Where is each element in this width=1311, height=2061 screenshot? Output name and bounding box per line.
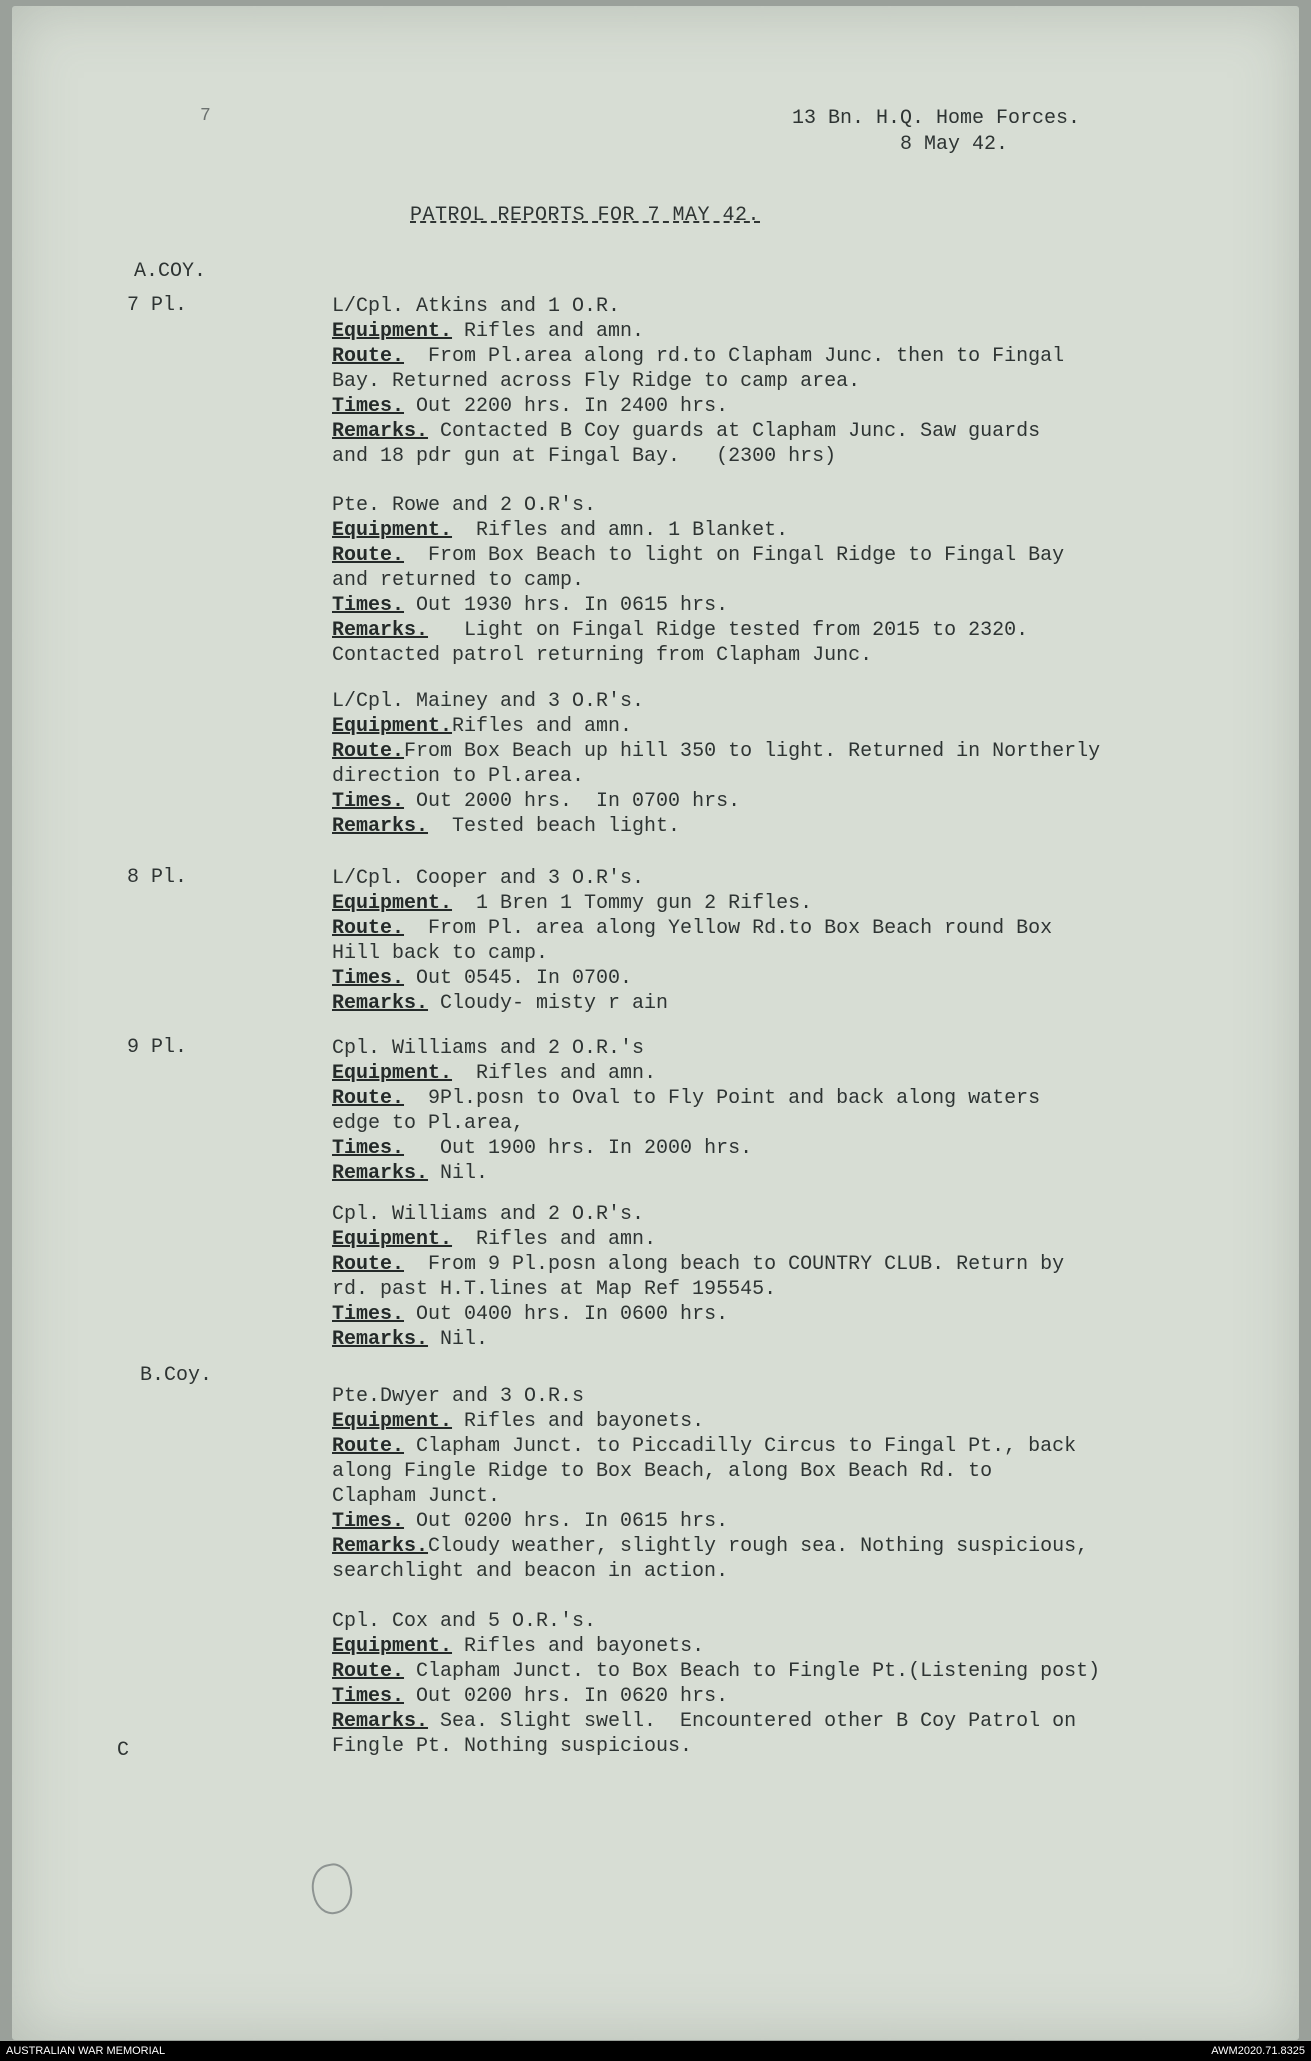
field-value: along Fingle Ridge to Box Beach, along Box Beach Rd. to bbox=[332, 1460, 993, 1483]
patrol-line bbox=[332, 369, 1292, 394]
patrol-entry bbox=[332, 689, 1292, 839]
patrol-line bbox=[332, 444, 1292, 469]
patrol-line bbox=[332, 941, 1292, 966]
patrol-line bbox=[332, 1136, 1292, 1161]
patrol-line bbox=[332, 1509, 1292, 1534]
field-label: Times. bbox=[332, 1137, 405, 1160]
field-label: Times. bbox=[332, 594, 405, 617]
field-label: Times. bbox=[332, 790, 405, 813]
field-label: Times. bbox=[332, 967, 405, 990]
field-value: From Box Beach to light on Fingal Ridge to Fingal Bay bbox=[404, 544, 1065, 567]
patrol-line bbox=[332, 1227, 1292, 1252]
company-label-c: C bbox=[117, 1739, 130, 1762]
patrol-entry bbox=[332, 866, 1292, 1016]
field-value: Out 0400 hrs. In 0600 hrs. bbox=[404, 1303, 729, 1326]
field-label: Equipment. bbox=[332, 1410, 453, 1433]
footer-reference: AWM2020.71.8325 bbox=[1211, 2045, 1305, 2057]
patrol-line bbox=[332, 1659, 1292, 1684]
patrol-line bbox=[332, 1061, 1292, 1086]
patrol-line bbox=[332, 1634, 1292, 1659]
field-value: Cloudy weather, slightly rough sea. Nothing suspicious, bbox=[428, 1535, 1089, 1558]
patrol-line bbox=[332, 1086, 1292, 1111]
patrol-entry bbox=[332, 1384, 1292, 1584]
field-value: From Pl. area along Yellow Rd.to Box Beach round Box bbox=[404, 917, 1053, 940]
field-label: Equipment. bbox=[332, 519, 453, 542]
page-title: PATROL REPORTS FOR 7 MAY 42. bbox=[410, 204, 761, 227]
company-label-b: B.Coy. bbox=[140, 1364, 213, 1387]
field-value: rd. past H.T.lines at Map Ref 195545. bbox=[332, 1278, 777, 1301]
field-label: Remarks. bbox=[332, 1162, 429, 1185]
platoon-label-8: 8 Pl. bbox=[127, 866, 188, 889]
patrol-entry bbox=[332, 294, 1292, 469]
patrol-line bbox=[332, 344, 1292, 369]
field-label: Route. bbox=[332, 345, 405, 368]
field-value: and 18 pdr gun at Fingal Bay. (2300 hrs) bbox=[332, 445, 837, 468]
field-value: Out 0200 hrs. In 0615 hrs. bbox=[404, 1510, 729, 1533]
field-label: Route. bbox=[332, 1435, 405, 1458]
field-value: edge to Pl.area, bbox=[332, 1112, 525, 1135]
field-value: Bay. Returned across Fly Ridge to camp area. bbox=[332, 370, 861, 393]
field-label: Equipment. bbox=[332, 715, 453, 738]
field-value: From 9 Pl.posn along beach to COUNTRY CLUB. Return by bbox=[404, 1253, 1065, 1276]
patrol-leader: L/Cpl. Cooper and 3 O.R's. bbox=[332, 867, 645, 890]
field-label: Route. bbox=[332, 544, 405, 567]
patrol-line bbox=[332, 891, 1292, 916]
patrol-line bbox=[332, 319, 1292, 344]
patrol-line bbox=[332, 1252, 1292, 1277]
field-value: Out 1900 hrs. In 2000 hrs. bbox=[404, 1137, 753, 1160]
patrol-line bbox=[332, 1327, 1292, 1352]
patrol-entry bbox=[332, 1036, 1292, 1186]
field-label: Times. bbox=[332, 1685, 405, 1708]
company-label-a: A.COY. bbox=[134, 260, 207, 283]
patrol-line bbox=[332, 814, 1292, 839]
field-label: Remarks. bbox=[332, 992, 429, 1015]
patrol-line bbox=[332, 1302, 1292, 1327]
field-label: Route. bbox=[332, 1660, 405, 1683]
field-value: and returned to camp. bbox=[332, 569, 585, 592]
footer-institution: AUSTRALIAN WAR MEMORIAL bbox=[6, 2045, 166, 2057]
field-value: Clapham Junct. to Piccadilly Circus to Fingal Pt., back bbox=[404, 1435, 1077, 1458]
patrol-line bbox=[332, 394, 1292, 419]
platoon-label-7: 7 Pl. bbox=[127, 294, 188, 317]
patrol-line bbox=[332, 789, 1292, 814]
patrol-line bbox=[332, 593, 1292, 618]
patrol-leader: L/Cpl. Atkins and 1 O.R. bbox=[332, 295, 621, 318]
field-value: Out 1930 hrs. In 0615 hrs. bbox=[404, 594, 729, 617]
patrol-line bbox=[332, 518, 1292, 543]
field-value: 9Pl.posn to Oval to Fly Point and back along waters bbox=[404, 1087, 1041, 1110]
header-unit: 13 Bn. H.Q. Home Forces. bbox=[792, 107, 1081, 130]
field-value: 1 Bren 1 Tommy gun 2 Rifles. bbox=[452, 892, 813, 915]
field-value: Rifles and bayonets. bbox=[452, 1635, 705, 1658]
field-value: Nil. bbox=[428, 1162, 489, 1185]
patrol-leader: Cpl. Williams and 2 O.R's. bbox=[332, 1203, 645, 1226]
patrol-line bbox=[332, 1484, 1292, 1509]
field-value: Rifles and amn. bbox=[452, 320, 645, 343]
field-value: Rifles and amn. bbox=[452, 1062, 657, 1085]
patrol-entry bbox=[332, 1609, 1292, 1759]
field-value: searchlight and beacon in action. bbox=[332, 1560, 729, 1583]
field-value: Sea. Slight swell. Encountered other B Coy Patrol on bbox=[428, 1710, 1077, 1733]
field-label: Remarks. bbox=[332, 1710, 429, 1733]
patrol-line bbox=[332, 739, 1292, 764]
field-value: From Pl.area along rd.to Clapham Junc. then to Fingal bbox=[404, 345, 1065, 368]
field-label: Remarks. bbox=[332, 420, 429, 443]
field-value: Contacted B Coy guards at Clapham Junc. Saw guards bbox=[428, 420, 1041, 443]
patrol-line bbox=[332, 643, 1292, 668]
field-label: Equipment. bbox=[332, 892, 453, 915]
corner-mark: 7 bbox=[200, 106, 211, 126]
field-value: Light on Fingal Ridge tested from 2015 to 2320. bbox=[428, 619, 1029, 642]
header-date: 8 May 42. bbox=[900, 133, 1009, 156]
field-label: Times. bbox=[332, 1510, 405, 1533]
field-label: Remarks. bbox=[332, 1535, 429, 1558]
platoon-label-9: 9 Pl. bbox=[127, 1036, 188, 1059]
field-value: Out 0545. In 0700. bbox=[404, 967, 633, 990]
patrol-leader: Cpl. Williams and 2 O.R.'s bbox=[332, 1037, 645, 1060]
field-label: Times. bbox=[332, 1303, 405, 1326]
patrol-leader: Cpl. Cox and 5 O.R.'s. bbox=[332, 1610, 597, 1633]
patrol-entry bbox=[332, 493, 1292, 668]
patrol-entry bbox=[332, 1202, 1292, 1352]
field-label: Route. bbox=[332, 1087, 405, 1110]
patrol-line bbox=[332, 1161, 1292, 1186]
field-label: Equipment. bbox=[332, 320, 453, 343]
patrol-line bbox=[332, 1277, 1292, 1302]
patrol-line bbox=[332, 764, 1292, 789]
patrol-line bbox=[332, 991, 1292, 1016]
field-value: Out 0200 hrs. In 0620 hrs. bbox=[404, 1685, 729, 1708]
field-value: direction to Pl.area. bbox=[332, 765, 585, 788]
patrol-line bbox=[332, 1534, 1292, 1559]
field-value: Out 2200 hrs. In 2400 hrs. bbox=[404, 395, 729, 418]
field-label: Remarks. bbox=[332, 1328, 429, 1351]
field-value: Clapham Junct. bbox=[332, 1485, 501, 1508]
field-value: Clapham Junct. to Box Beach to Fingle Pt.(Listening post) bbox=[404, 1660, 1101, 1683]
field-label: Route. bbox=[332, 1253, 405, 1276]
patrol-line bbox=[332, 1684, 1292, 1709]
field-value: Fingle Pt. Nothing suspicious. bbox=[332, 1735, 693, 1758]
patrol-leader: L/Cpl. Mainey and 3 O.R's. bbox=[332, 690, 645, 713]
patrol-line bbox=[332, 1734, 1292, 1759]
patrol-line bbox=[332, 1434, 1292, 1459]
archive-footer bbox=[0, 2041, 1311, 2061]
field-value: Nil. bbox=[428, 1328, 489, 1351]
field-value: Tested beach light. bbox=[428, 815, 681, 838]
patrol-line bbox=[332, 568, 1292, 593]
patrol-leader: Pte.Dwyer and 3 O.R.s bbox=[332, 1385, 585, 1408]
field-label: Equipment. bbox=[332, 1635, 453, 1658]
patrol-line bbox=[332, 419, 1292, 444]
field-value: From Box Beach up hill 350 to light. Returned in Northerly bbox=[404, 740, 1101, 763]
patrol-line bbox=[332, 1111, 1292, 1136]
field-value: Out 2000 hrs. In 0700 hrs. bbox=[404, 790, 741, 813]
patrol-line bbox=[332, 618, 1292, 643]
patrol-line bbox=[332, 916, 1292, 941]
document-page bbox=[12, 6, 1299, 2040]
patrol-line bbox=[332, 1409, 1292, 1434]
field-label: Route. bbox=[332, 740, 405, 763]
patrol-line bbox=[332, 1459, 1292, 1484]
patrol-line bbox=[332, 1709, 1292, 1734]
field-label: Equipment. bbox=[332, 1228, 453, 1251]
field-value: Hill back to camp. bbox=[332, 942, 549, 965]
field-value: Rifles and amn. 1 Blanket. bbox=[452, 519, 789, 542]
field-value: Cloudy- misty r ain bbox=[428, 992, 669, 1015]
field-value: Rifles and bayonets. bbox=[452, 1410, 705, 1433]
field-label: Route. bbox=[332, 917, 405, 940]
field-value: Contacted patrol returning from Clapham Junc. bbox=[332, 644, 873, 667]
field-label: Remarks. bbox=[332, 619, 429, 642]
field-value: Rifles and amn. bbox=[452, 715, 633, 738]
patrol-leader: Pte. Rowe and 2 O.R's. bbox=[332, 494, 597, 517]
patrol-line bbox=[332, 714, 1292, 739]
document-header bbox=[792, 106, 1080, 158]
patrol-line bbox=[332, 966, 1292, 991]
field-label: Equipment. bbox=[332, 1062, 453, 1085]
patrol-line bbox=[332, 543, 1292, 568]
patrol-line bbox=[332, 1559, 1292, 1584]
field-label: Remarks. bbox=[332, 815, 429, 838]
handwritten-mark bbox=[307, 1860, 357, 1917]
field-label: Times. bbox=[332, 395, 405, 418]
field-value: Rifles and amn. bbox=[452, 1228, 657, 1251]
